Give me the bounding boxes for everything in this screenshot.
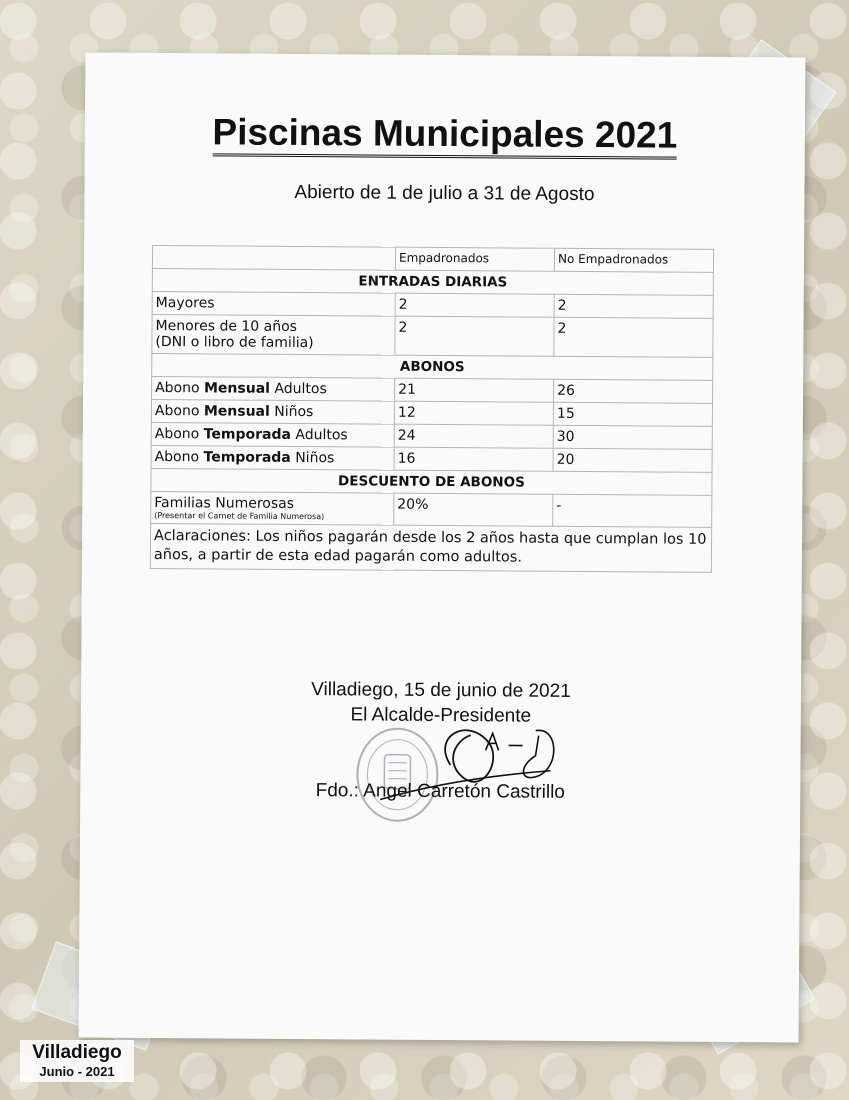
row-label: Mayores (152, 291, 395, 316)
section-abonos: ABONOS (152, 353, 713, 380)
header-no-empadronados: No Empadronados (554, 248, 713, 272)
table-row (152, 314, 713, 357)
header-empadronados: Empadronados (395, 247, 554, 271)
cell-no-empadronados: 26 (554, 379, 713, 403)
cell-empadronados: 16 (394, 447, 553, 471)
cell-no-empadronados: 2 (554, 294, 713, 318)
cell-no-empadronados: 20 (553, 448, 712, 472)
section-descuento: DESCUENTO DE ABONOS (151, 468, 712, 495)
cell-empadronados: 24 (394, 424, 553, 448)
row-label: Abono Mensual Niños (151, 399, 394, 424)
row-note: (Presentar el Carnet de Familia Numerosa) (154, 510, 325, 522)
row-label-line2: (DNI o libro de familia) (155, 333, 314, 352)
section-entradas-diarias: ENTRADAS DIARIAS (152, 268, 713, 295)
watermark-label (20, 1040, 134, 1082)
row-label (152, 314, 395, 355)
aclaraciones-text: Aclaraciones: Los niños pagarán desde los 2 años hasta que cumplan los 10 años, a partir de esta edad pagarán como adultos. (150, 523, 711, 572)
row-label-line1: Menores de 10 años (155, 317, 298, 335)
header-empty-cell (152, 245, 395, 270)
place-date: Villadiego, 15 de junio de 2021 (311, 679, 571, 702)
cell-empadronados: 2 (395, 293, 554, 317)
cell-no-empadronados: 15 (553, 402, 712, 426)
row-label: Abono Temporada Adultos (151, 422, 394, 447)
cell-no-empadronados: - (553, 494, 712, 527)
row-label (151, 491, 394, 525)
notice-paper (79, 52, 806, 1042)
cell-empadronados: 21 (395, 378, 554, 402)
row-label-line1: Familias Numerosas (154, 494, 295, 512)
watermark-line2: Junio - 2021 (39, 1064, 115, 1079)
cell-empadronados: 12 (394, 401, 553, 425)
row-label: Abono Mensual Adultos (152, 376, 395, 401)
table-row (151, 491, 712, 527)
watermark-line1: Villadiego (32, 1042, 122, 1063)
row-label: Abono Temporada Niños (151, 445, 394, 470)
document-title: Piscinas Municipales 2021 (85, 110, 805, 157)
signed-by: Fdo.: Angel Carretón Castrillo (315, 780, 565, 803)
aclaraciones-row (150, 523, 711, 572)
signer-role: El Alcalde-Presidente (350, 704, 532, 727)
cell-empadronados: 20% (394, 493, 553, 526)
cell-no-empadronados: 30 (553, 425, 712, 449)
price-table (150, 245, 714, 573)
document-subtitle: Abierto de 1 de julio a 31 de Agosto (294, 181, 595, 206)
cell-no-empadronados: 2 (554, 317, 713, 357)
cell-empadronados: 2 (395, 316, 554, 356)
